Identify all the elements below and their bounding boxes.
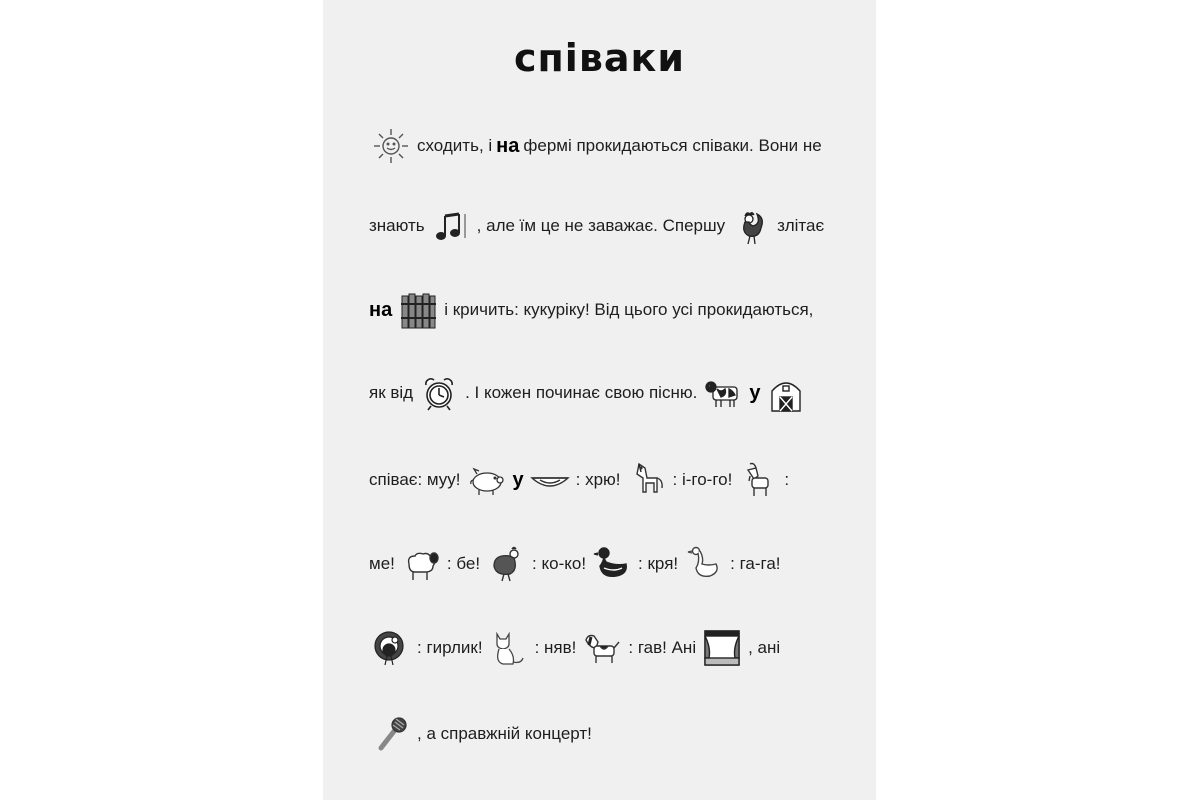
line-6-text-d: : кря! [638, 554, 679, 573]
text-line-1 [367, 122, 836, 170]
barn-icon [766, 373, 806, 413]
line-5-text-b: : хрю! [575, 470, 621, 489]
line-4-text-a: як від [369, 383, 414, 402]
alarm-clock-icon [419, 373, 459, 413]
line-3-text-a: і кричить: кукуріку! Від цього усі прокидаються, [444, 300, 814, 319]
line-5-text-a: співає: муу! [369, 470, 461, 489]
microphone-icon [371, 714, 411, 754]
cow-icon [703, 373, 743, 413]
line-6-text-e: : га-га! [730, 554, 781, 573]
line-1-text-b: фермі прокидаються співаки. Вони не [523, 136, 822, 155]
goose-icon [684, 544, 724, 584]
text-line-6 [367, 540, 836, 588]
line-2-text-a: знають [369, 216, 425, 235]
duck-icon [592, 544, 632, 584]
text-line-7 [367, 624, 836, 672]
notes-icon [431, 206, 471, 246]
line-2-text-c: злітає [777, 216, 825, 235]
line-6-text-b: : бе! [446, 554, 481, 573]
line-8-text-a: , а справжній концерт! [417, 724, 592, 743]
stage-icon [702, 628, 742, 668]
line-5-text-c: : і-го-го! [672, 470, 733, 489]
pig-icon [467, 460, 507, 500]
line-7-text-d: , ані [748, 638, 781, 657]
cat-icon [489, 628, 529, 668]
line-5-text-d: : [784, 470, 790, 489]
line-4-text-b: . І кожен починає свою пісню. [465, 383, 698, 402]
text-line-3 [367, 286, 836, 334]
line-3-bold: на [369, 298, 393, 321]
dog-icon [582, 628, 622, 668]
line-1-bold: на [496, 134, 520, 157]
line-2-text-b: , але їм це не заважає. Спершу [476, 216, 726, 235]
rooster-icon [731, 206, 771, 246]
turkey-icon [371, 628, 411, 668]
horse-icon [627, 460, 667, 500]
text-line-4 [367, 369, 836, 417]
hen-icon [486, 544, 526, 584]
line-4-bold: у [749, 381, 761, 404]
line-1-text-a: сходить, і [417, 136, 493, 155]
line-7-text-c: : гав! Ані [628, 638, 697, 657]
line-6-text-c: : ко-ко! [532, 554, 587, 573]
text-line-8 [367, 710, 836, 758]
line-7-text-a: : гирлик! [417, 638, 483, 657]
book-page [323, 0, 876, 800]
text-line-5 [367, 456, 836, 504]
goat-icon [738, 460, 778, 500]
trough-icon [530, 460, 570, 500]
page-title: співаки [514, 36, 685, 80]
fence-icon [398, 290, 438, 330]
line-6-text-a: ме! [369, 554, 395, 573]
sheep-icon [401, 544, 441, 584]
sun-icon [371, 126, 411, 166]
line-7-text-b: : няв! [534, 638, 577, 657]
line-5-bold: у [512, 468, 524, 491]
text-line-2 [367, 202, 836, 250]
